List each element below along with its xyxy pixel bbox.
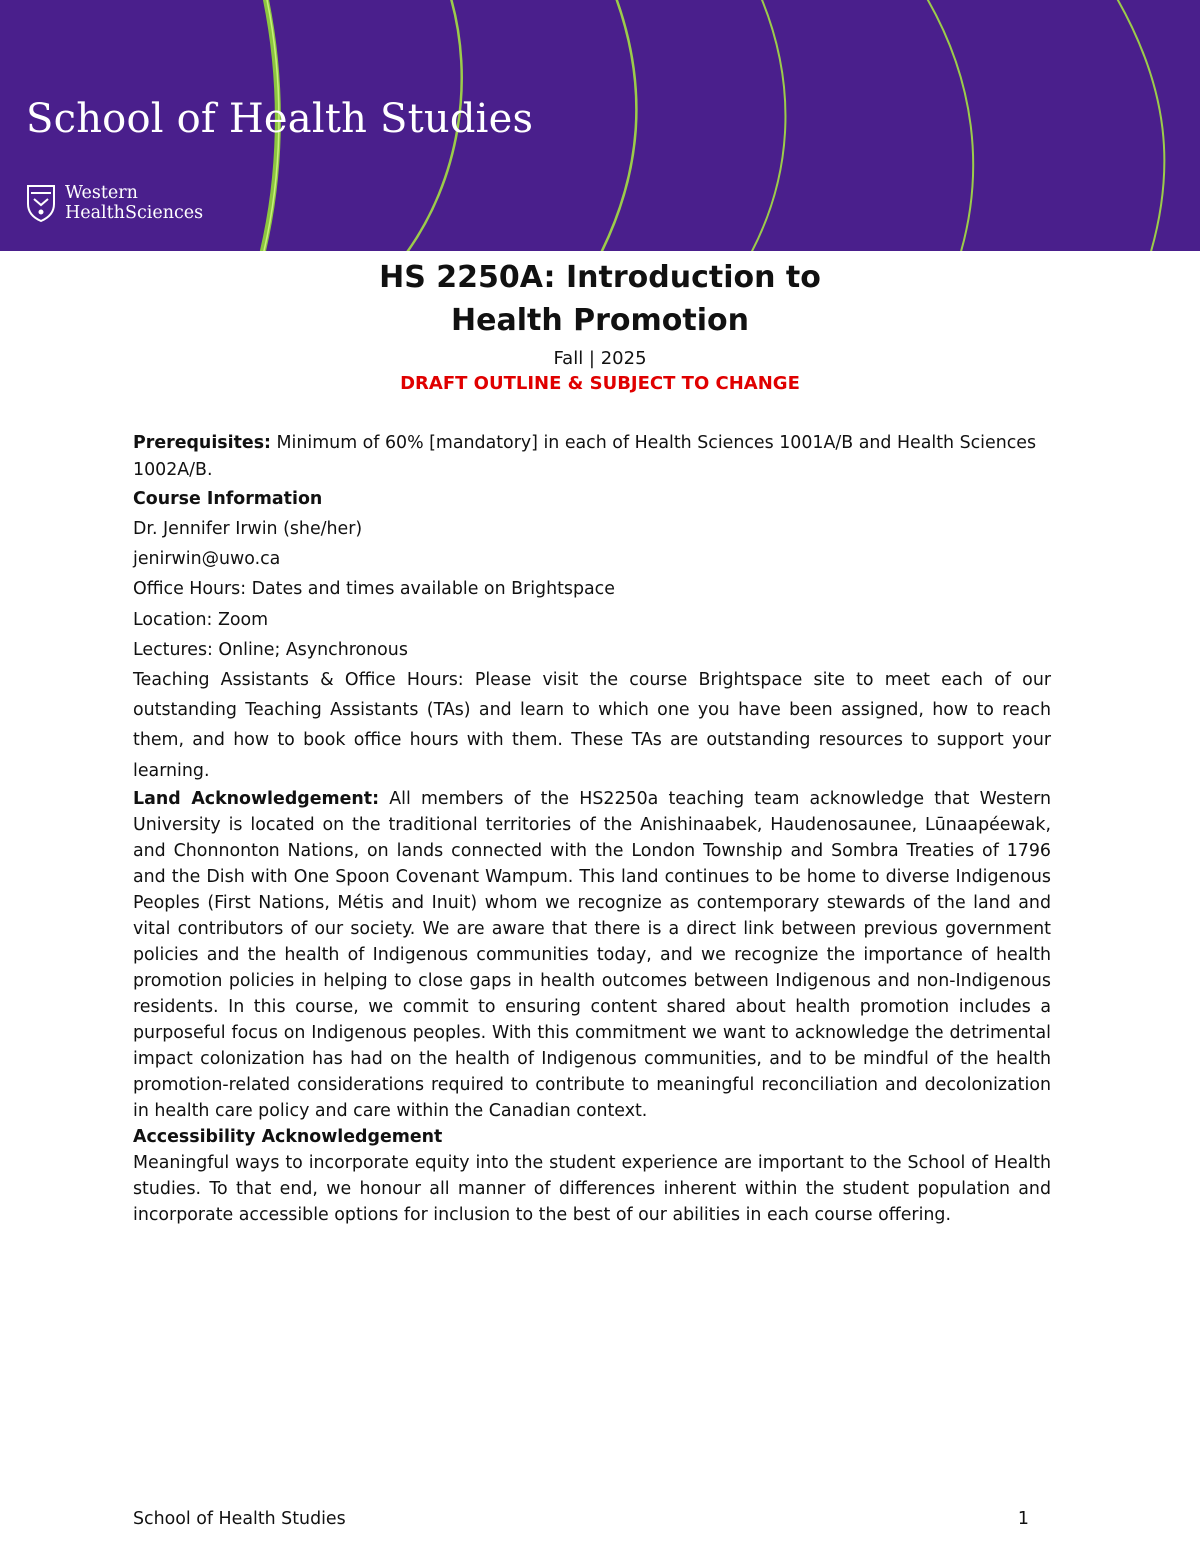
course-term: Fall | 2025 [553,348,647,369]
accessibility-paragraph: Meaningful ways to incorporate equity into the student experience are important to the School of Health studies. To that end, we honour all manner of differences inherent within the student population and incorporate accessible options for inclusion to the best of our abilities in each course offering. [133,1152,1051,1225]
school-title: School of Health Studies [26,96,534,142]
land-acknowledgement-paragraph [133,786,1051,1124]
document-body [133,430,1051,1228]
course-title [0,256,1200,342]
land-acknowledgement-text: All members of the HS2250a teaching team acknowledge that Western University is located on the traditional territories of the Anishinaabek, Haudenosaunee, Lūnaapéewak, and Chonnonton Nations, on lands connected with the London Township and Sombra Treaties of 1796 and the Dish with One Spoon Covenant Wampum. This land continues to be home to diverse Indigenous Peoples (First Nations, Métis and Inuit) whom we recognize as contemporary stewards of the land and vital contributors of our society. We are aware that there is a direct link between previous government policies and the health of Indigenous communities today, and we recognize the importance of health promotion policies in helping to close gaps in health outcomes between Indigenous and non-Indigenous residents. In this course, we commit to ensuring content shared about health promotion includes a purposeful focus on Indigenous peoples. With this commitment we want to acknowledge the detrimental impact colonization has had on the health of Indigenous communities, and to be mindful of the health promotion-related considerations required to contribute to meaningful reconciliation and decolonization in health care policy and care within the Canadian context. [133,788,1051,1121]
office-hours: Office Hours: Dates and times available on Brightspace [133,579,615,600]
logo-line-healthsciences: HealthSciences [65,203,204,223]
course-title-block [0,256,1200,397]
prerequisites-paragraph [133,430,1051,484]
prerequisites-label: Prerequisites: [133,433,272,453]
draft-notice: DRAFT OUTLINE & SUBJECT TO CHANGE [400,373,800,394]
teaching-assistants-paragraph: Teaching Assistants & Office Hours: Please visit the course Brightspace site to meet each of our outstanding Teaching Assistants (TAs) and learn to which one you have been assigned, how to reach them, and how to book office hours with them. These TAs are outstanding resources to support your learning. [133,670,1051,781]
logo-line-western: Western [65,183,138,203]
crest-icon [26,184,56,222]
course-information-heading: Course Information [133,489,323,509]
page-number: 1 [1017,1509,1029,1529]
instructor-name: Dr. Jennifer Irwin (she/her) [133,519,363,539]
lectures: Lectures: Online; Asynchronous [133,639,408,660]
course-title-line-1: HS 2250A: Introduction to [379,260,821,295]
location: Location: Zoom [133,609,269,630]
course-title-line-2: Health Promotion [451,303,749,338]
logo-wordmark [65,183,203,223]
land-acknowledgement-label: Land Acknowledgement: [133,788,380,809]
instructor-email: jenirwin@uwo.ca [133,549,281,570]
western-health-sciences-logo [26,183,203,223]
prerequisites-text: Minimum of 60% [mandatory] in each of Health Sciences 1001A/B and Health Sciences 1002A/B. [133,433,1037,480]
accessibility-heading: Accessibility Acknowledgement [133,1126,443,1147]
footer-school-name: School of Health Studies [133,1509,346,1529]
header-banner [0,0,1200,251]
